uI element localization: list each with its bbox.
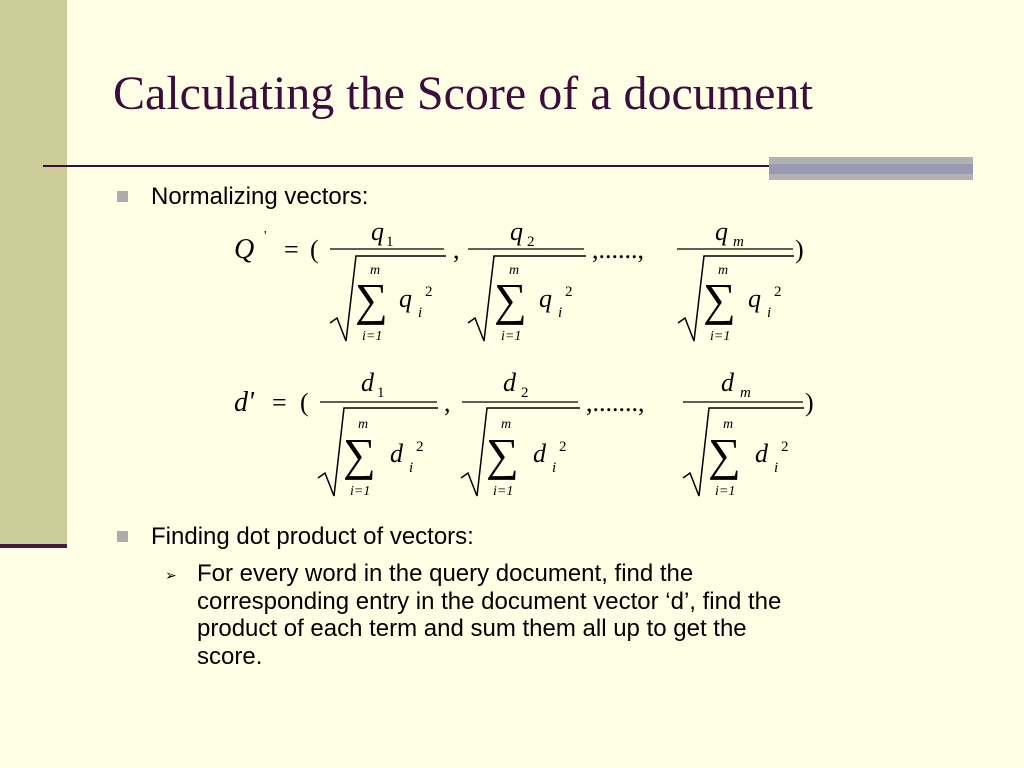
sigma-icon: ∑ [708, 429, 741, 480]
formula-q-comma: , [453, 235, 460, 264]
formula-d-num3-sub: m [740, 385, 751, 401]
formula-d-sum-lower: i=1 [715, 484, 736, 499]
arrow-bullet-icon: ➢ [165, 567, 177, 583]
sub-bullet-line: score. [197, 642, 263, 670]
sigma-icon: ∑ [703, 274, 736, 325]
formula-d-den-sub: i [409, 460, 414, 476]
formula-q-sum-lower: i=1 [710, 329, 731, 344]
formula-q-prime: ' [264, 229, 267, 244]
formula-d-sum-upper: m [723, 417, 734, 432]
formula-d-den-var: d [390, 439, 403, 468]
formula-d-sum-lower: i=1 [350, 484, 371, 499]
formula-d-num2-sub: 2 [521, 385, 529, 401]
formula-d-equals: = [272, 388, 287, 417]
formula-q-sum-upper: m [370, 263, 381, 278]
formula-d-comma: , [444, 388, 451, 417]
formula-q-num3-sub: m [733, 234, 744, 250]
formula-d-sum-upper: m [358, 417, 369, 432]
formula-d-open-paren: ( [300, 388, 309, 417]
formula-q-num2: q [510, 217, 523, 246]
formula-d-close-paren: ) [805, 388, 814, 417]
sub-bullet-line: For every word in the query document, find the [197, 560, 694, 587]
formula-q-ellipsis: ,......, [592, 235, 644, 264]
formula-d-num1-sub: 1 [377, 385, 385, 401]
formula-d-den-sub: i [552, 460, 557, 476]
sigma-icon: ∑ [486, 429, 519, 480]
formula-q-den-sup: 2 [565, 284, 573, 300]
formula-q-equals: = [284, 235, 299, 264]
formula-q-den-sub: i [558, 305, 563, 321]
formula-q-sum-upper: m [718, 263, 729, 278]
formula-q-sum-lower: i=1 [501, 329, 522, 344]
formula-d-num3: d [721, 368, 734, 397]
formula-q-sum-lower: i=1 [362, 329, 383, 344]
formula-q-den-sup: 2 [425, 284, 433, 300]
formula-d-den-sup: 2 [781, 439, 789, 455]
formula-q-den-sup: 2 [774, 284, 782, 300]
formula-q-den-sub: i [418, 305, 423, 321]
formula-q-num3: q [715, 217, 728, 246]
formula-q-num2-sub: 2 [527, 234, 535, 250]
formula-q-den-var: q [748, 284, 761, 313]
formula-d-lhs: d' [234, 387, 254, 418]
sigma-icon: ∑ [343, 429, 376, 480]
formula-q-open-paren: ( [310, 235, 319, 264]
formula-q-close-paren: ) [795, 235, 804, 264]
sub-bullet-line: corresponding entry in the document vector ‘d’, find the [197, 587, 782, 615]
formula-d-sum-lower: i=1 [493, 484, 514, 499]
bullet-normalizing: Normalizing vectors: [151, 183, 369, 210]
sigma-icon: ∑ [355, 274, 388, 325]
bullet-dot-product: Finding dot product of vectors: [151, 523, 474, 550]
slide-title: Calculating the Score of a document [113, 67, 813, 120]
formula-d-den-sub: i [774, 460, 779, 476]
formula-q-num1-sub: 1 [386, 234, 394, 250]
formula-d-num1: d [361, 368, 374, 397]
formula-q-sum-upper: m [509, 263, 520, 278]
formula-q-den-var: q [539, 284, 552, 313]
formula-d-den-var: d [755, 439, 768, 468]
formula-d-num2: d [503, 368, 516, 397]
formula-q-den-sub: i [767, 305, 772, 321]
formula-d-den-sup: 2 [559, 439, 567, 455]
formula-q-den-var: q [399, 284, 412, 313]
formula-d-den-sup: 2 [416, 439, 424, 455]
sub-bullet-line: product of each term and sum them all up to get the [197, 615, 747, 642]
sigma-icon: ∑ [494, 274, 527, 325]
formula-q-lhs: Q [234, 234, 255, 265]
formula-d-den-var: d [533, 439, 546, 468]
formula-q-num1: q [371, 217, 384, 246]
formula-d-sum-upper: m [501, 417, 512, 432]
formula-d-ellipsis: ,......., [586, 388, 645, 417]
